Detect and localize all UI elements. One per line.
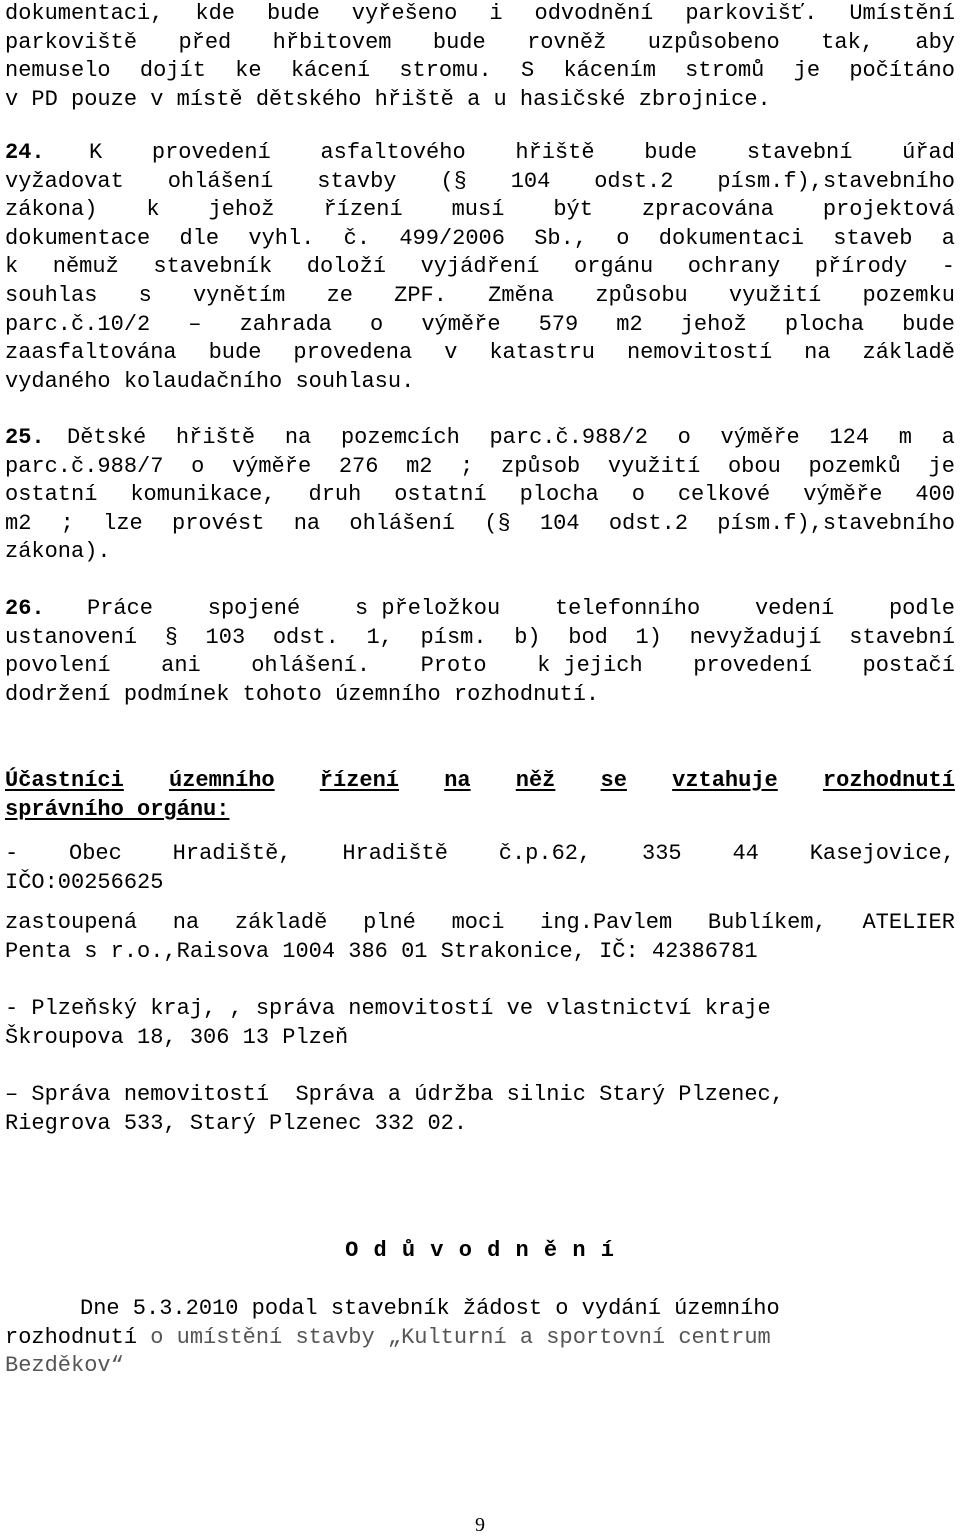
word: stavební — [849, 624, 955, 650]
word: telefonního — [554, 596, 701, 621]
word: k — [146, 197, 160, 223]
word: na — [444, 768, 471, 793]
word: o — [677, 425, 691, 450]
word: na — [172, 910, 200, 935]
word: obou — [727, 453, 781, 479]
word: před — [178, 29, 232, 55]
word: kde — [195, 1, 236, 26]
word: parkoviště — [5, 29, 138, 55]
reasoning-line-2-b: o umístění stavby „Kulturní a sportovní centrum — [137, 1324, 771, 1350]
word: postačí — [862, 653, 955, 679]
p25-line-1-text — [67, 424, 955, 453]
participant-2-line-1: - Plzeňský kraj, , správa nemovitostí ve vlastnictví kraje — [5, 996, 771, 1021]
word: stavebník — [153, 254, 273, 280]
word: odst.2 — [608, 510, 689, 536]
word: a — [941, 225, 955, 251]
word: 124 — [829, 425, 870, 450]
word: o — [370, 311, 384, 337]
word: Změna — [488, 282, 555, 308]
p24-line-1-text — [89, 139, 955, 168]
word: v — [444, 340, 458, 366]
word: němuž — [52, 254, 119, 280]
word: pozemcích — [340, 425, 460, 450]
word: katastru — [489, 340, 595, 366]
word: parc.č.988/2 — [489, 425, 648, 450]
word: ; — [460, 453, 474, 479]
word: 44 — [732, 841, 759, 866]
p24-number: 24. — [5, 140, 45, 165]
word: o — [616, 225, 630, 251]
p24-line-4 — [5, 225, 955, 254]
word: ke — [235, 58, 262, 84]
p25-line-4 — [5, 510, 955, 539]
p25-line-1 — [5, 424, 955, 453]
word: celkové — [677, 482, 771, 508]
word: písm.f),stavebního — [717, 168, 955, 194]
word: bude — [266, 1, 320, 26]
word: využití — [607, 453, 701, 479]
word: zákona) — [5, 197, 98, 223]
word: dokumentace — [5, 225, 151, 251]
word: k jejich — [537, 653, 643, 679]
paragraph-26 — [5, 595, 955, 709]
participant-3-line-2: Riegrova 533, Starý Plzenec 332 02. — [5, 1110, 468, 1136]
word: zpracována — [641, 197, 774, 223]
p25-line-2 — [5, 453, 955, 482]
intro-line-1 — [5, 0, 955, 29]
word: 276 — [338, 453, 379, 479]
word: bude — [208, 340, 262, 366]
word: 400 — [915, 482, 955, 508]
word: způsobu — [595, 282, 688, 308]
word: Účastníci — [5, 768, 124, 793]
word: komunikace, — [130, 482, 276, 508]
word: 103 — [205, 624, 246, 650]
word: počítáno — [849, 58, 955, 84]
participants-heading-line-1 — [5, 767, 955, 796]
word: kácení — [290, 58, 371, 84]
word: m2 — [616, 311, 643, 337]
word: parc.č.10/2 — [5, 311, 151, 337]
reasoning-line-2 — [5, 1324, 955, 1353]
word: ; — [60, 510, 74, 536]
word: hřiště — [515, 140, 595, 165]
word: 104 — [539, 510, 580, 536]
word: provedení — [151, 140, 271, 165]
word: vynětím — [192, 282, 286, 308]
word: o — [631, 482, 645, 508]
word: provedena — [293, 340, 413, 366]
reasoning-line-2-a: rozhodnutí — [5, 1324, 138, 1350]
word: výměře — [720, 425, 800, 450]
word: vyžadovat — [5, 168, 124, 194]
participants-heading — [5, 767, 955, 824]
word: Sb., — [534, 225, 588, 251]
word: ohlášení — [349, 510, 455, 536]
p24-line-6 — [5, 282, 955, 311]
word: hřbitovem — [272, 29, 392, 55]
word: vedení — [754, 596, 835, 621]
word: ustanovení — [5, 624, 138, 650]
word: podle — [888, 596, 955, 621]
word: Hradiště, — [172, 841, 292, 866]
word: souhlas — [5, 282, 98, 308]
intro-line-2 — [5, 29, 955, 58]
reasoning-paragraph — [5, 1295, 955, 1381]
word: uzpůsobeno — [647, 29, 780, 55]
word: tak, — [821, 29, 874, 55]
word: projektová — [822, 197, 955, 223]
word: bude — [644, 140, 698, 165]
word: parc.č.988/7 — [5, 453, 164, 479]
word: dle — [179, 225, 220, 251]
word: přírody — [814, 254, 908, 280]
word: odst.2 — [594, 168, 674, 194]
page-number: 9 — [475, 1514, 485, 1536]
word: řízení — [319, 768, 400, 793]
word: ochrany — [687, 254, 781, 280]
word: ZPF. — [394, 282, 447, 308]
reasoning-title: O d ů v o d n ě n í — [345, 1238, 615, 1263]
word: na — [284, 425, 312, 450]
word: orgánu — [573, 254, 654, 280]
word: č.p.62, — [498, 841, 592, 866]
word: pozemků — [808, 453, 901, 479]
participant-obec-hradiste — [5, 840, 955, 897]
paragraph-intro — [5, 0, 955, 114]
word: ze — [326, 282, 353, 308]
word: písm.f),stavebního — [717, 510, 955, 536]
participant-3-line-1: – Správa nemovitostí Správa a údržba silnic Starý Plzenec, — [5, 1082, 784, 1107]
word: hřiště — [175, 425, 256, 450]
word: a — [941, 425, 955, 450]
word: nevyžadují — [689, 624, 822, 650]
word: na — [293, 510, 321, 536]
word: ohlášení. — [251, 653, 371, 679]
word: Obec — [69, 841, 122, 866]
word: 335 — [642, 841, 682, 866]
word: parkovišť. — [685, 1, 818, 26]
p25-number: 25. — [5, 425, 45, 450]
word: Bublíkem, — [707, 910, 827, 935]
word: doloží — [306, 254, 386, 280]
word: ohlášení — [167, 168, 274, 194]
word: písm. — [420, 624, 487, 650]
p26-line-3 — [5, 652, 955, 681]
word: pozemku — [862, 282, 955, 308]
p25-line-5: zákona). — [5, 539, 111, 565]
word: K — [89, 140, 103, 165]
participant-1-line-1 — [5, 840, 955, 869]
word: zaasfaltována — [5, 340, 177, 366]
word: jehož — [208, 197, 275, 223]
p24-line-9: vydaného kolaudačního souhlasu. — [5, 368, 415, 394]
word: s přeložkou — [354, 596, 501, 621]
word: m2 — [5, 510, 32, 536]
word: bude — [432, 29, 486, 55]
word: dokumentaci, — [5, 1, 164, 26]
word: k — [5, 254, 19, 280]
word: kácením — [563, 58, 656, 84]
word: - — [5, 841, 19, 866]
word: stavby — [317, 168, 397, 194]
word: provést — [172, 510, 265, 536]
participant-1-line-2: IČO:00256625 — [5, 869, 164, 895]
intro-line-4: v PD pouze v místě dětského hřiště a u hasičské zbrojnice. — [5, 86, 771, 112]
word: Práce — [87, 596, 154, 621]
word: úřad — [902, 140, 955, 165]
word: stavební — [746, 140, 853, 165]
word: řízení — [323, 197, 403, 223]
word: vyhl. — [248, 225, 315, 251]
word: provedení — [693, 653, 813, 679]
word: – — [188, 311, 202, 337]
p26-number: 26. — [5, 596, 45, 621]
word: Dětské — [67, 425, 147, 450]
word: výměře — [803, 482, 883, 508]
word: m — [898, 425, 912, 450]
participant-2-line-2: Škroupova 18, 306 13 Plzeň — [5, 1024, 349, 1050]
word: plocha — [519, 482, 599, 508]
word: 1, — [366, 624, 393, 650]
word: b) — [514, 624, 541, 650]
word: aby — [915, 29, 955, 55]
participants-heading-line-2: správního orgánu: — [5, 796, 230, 822]
word: rovněž — [527, 29, 607, 55]
word: o — [191, 453, 205, 479]
word: základě — [862, 340, 955, 366]
word: č. — [343, 225, 371, 251]
paragraph-24 — [5, 139, 955, 396]
word: ATELIER — [862, 910, 955, 935]
word: ostatní — [394, 482, 487, 508]
word: využití — [728, 282, 822, 308]
word: odst. — [272, 624, 339, 650]
word: zastoupená — [5, 910, 138, 935]
p24-line-1 — [5, 139, 955, 168]
word: 1) — [635, 624, 662, 650]
word: i — [489, 1, 503, 26]
word: se — [600, 768, 627, 793]
word: na — [804, 340, 831, 366]
word: - — [941, 254, 955, 280]
word: bude — [902, 311, 955, 337]
word: Hradiště — [342, 841, 448, 866]
word: 579 — [538, 311, 579, 337]
intro-line-3 — [5, 57, 955, 86]
word: základě — [234, 910, 328, 935]
word: způsob — [501, 453, 581, 479]
word: jehož — [680, 311, 747, 337]
word: stromů — [685, 58, 765, 84]
word: druh — [308, 482, 362, 508]
word: dokumentaci — [658, 225, 804, 251]
reasoning-line-3: Bezděkov“ — [5, 1353, 124, 1379]
p24-line-5 — [5, 253, 955, 282]
word: plocha — [784, 311, 865, 337]
word: výměře — [421, 311, 501, 337]
p24-line-7 — [5, 311, 955, 340]
word: povolení — [5, 653, 111, 679]
p24-line-8 — [5, 339, 955, 368]
word: vztahuje — [672, 768, 778, 793]
word: Proto — [420, 653, 487, 679]
word: § — [164, 624, 178, 650]
word: být — [553, 197, 593, 223]
word: asfaltového — [320, 140, 466, 165]
word: S — [521, 58, 535, 84]
representation-line-2: Penta s r.o.,Raisova 1004 386 01 Strakonice, IČ: 42386781 — [5, 938, 758, 964]
word: dojít — [139, 58, 206, 84]
word: 499/2006 — [399, 225, 505, 251]
paragraph-25 — [5, 424, 955, 567]
p24-line-2 — [5, 168, 955, 197]
p24-line-3 — [5, 196, 955, 225]
word: Kasejovice, — [809, 841, 955, 866]
word: s — [138, 282, 152, 308]
word: nemovitostí — [626, 340, 773, 366]
word: nemuselo — [5, 58, 111, 84]
word: Umístění — [849, 1, 955, 26]
word: spojené — [207, 596, 301, 621]
p26-line-4: dodržení podmínek tohoto územního rozhodnutí. — [5, 681, 600, 707]
word: výměře — [231, 453, 312, 479]
word: ostatní — [5, 482, 98, 508]
word: je — [793, 58, 821, 84]
word: ing.Pavlem — [540, 910, 673, 935]
word: stromu. — [399, 58, 492, 84]
word: moci — [451, 910, 505, 935]
word: ani — [161, 653, 201, 679]
p26-line-2 — [5, 624, 955, 653]
participant-plzensky-kraj — [5, 995, 955, 1052]
word: vyjádření — [420, 254, 540, 280]
word: rozhodnutí — [822, 768, 955, 793]
word: (§ — [440, 168, 467, 194]
word: (§ — [484, 510, 511, 536]
word: bod — [568, 624, 608, 650]
word: m2 — [406, 453, 433, 479]
word: 104 — [510, 168, 551, 194]
word: lze — [103, 510, 143, 536]
word: vyřešeno — [351, 1, 458, 26]
word: plné — [363, 910, 416, 935]
participant-sprava-nemovitosti — [5, 1081, 955, 1138]
word: musí — [451, 197, 505, 223]
word: staveb — [833, 225, 913, 251]
representation-line-1 — [5, 909, 955, 938]
word: zahrada — [239, 311, 332, 337]
reasoning-line-1: Dne 5.3.2010 podal stavebník žádost o vydání územního — [80, 1296, 780, 1321]
word: něž — [515, 768, 556, 793]
word: územního — [169, 768, 275, 793]
p26-line-1-text — [87, 595, 955, 624]
word: odvodnění — [534, 1, 654, 26]
p26-line-1 — [5, 595, 955, 624]
word: je — [928, 453, 955, 479]
p25-line-3 — [5, 481, 955, 510]
participant-representation — [5, 909, 955, 966]
